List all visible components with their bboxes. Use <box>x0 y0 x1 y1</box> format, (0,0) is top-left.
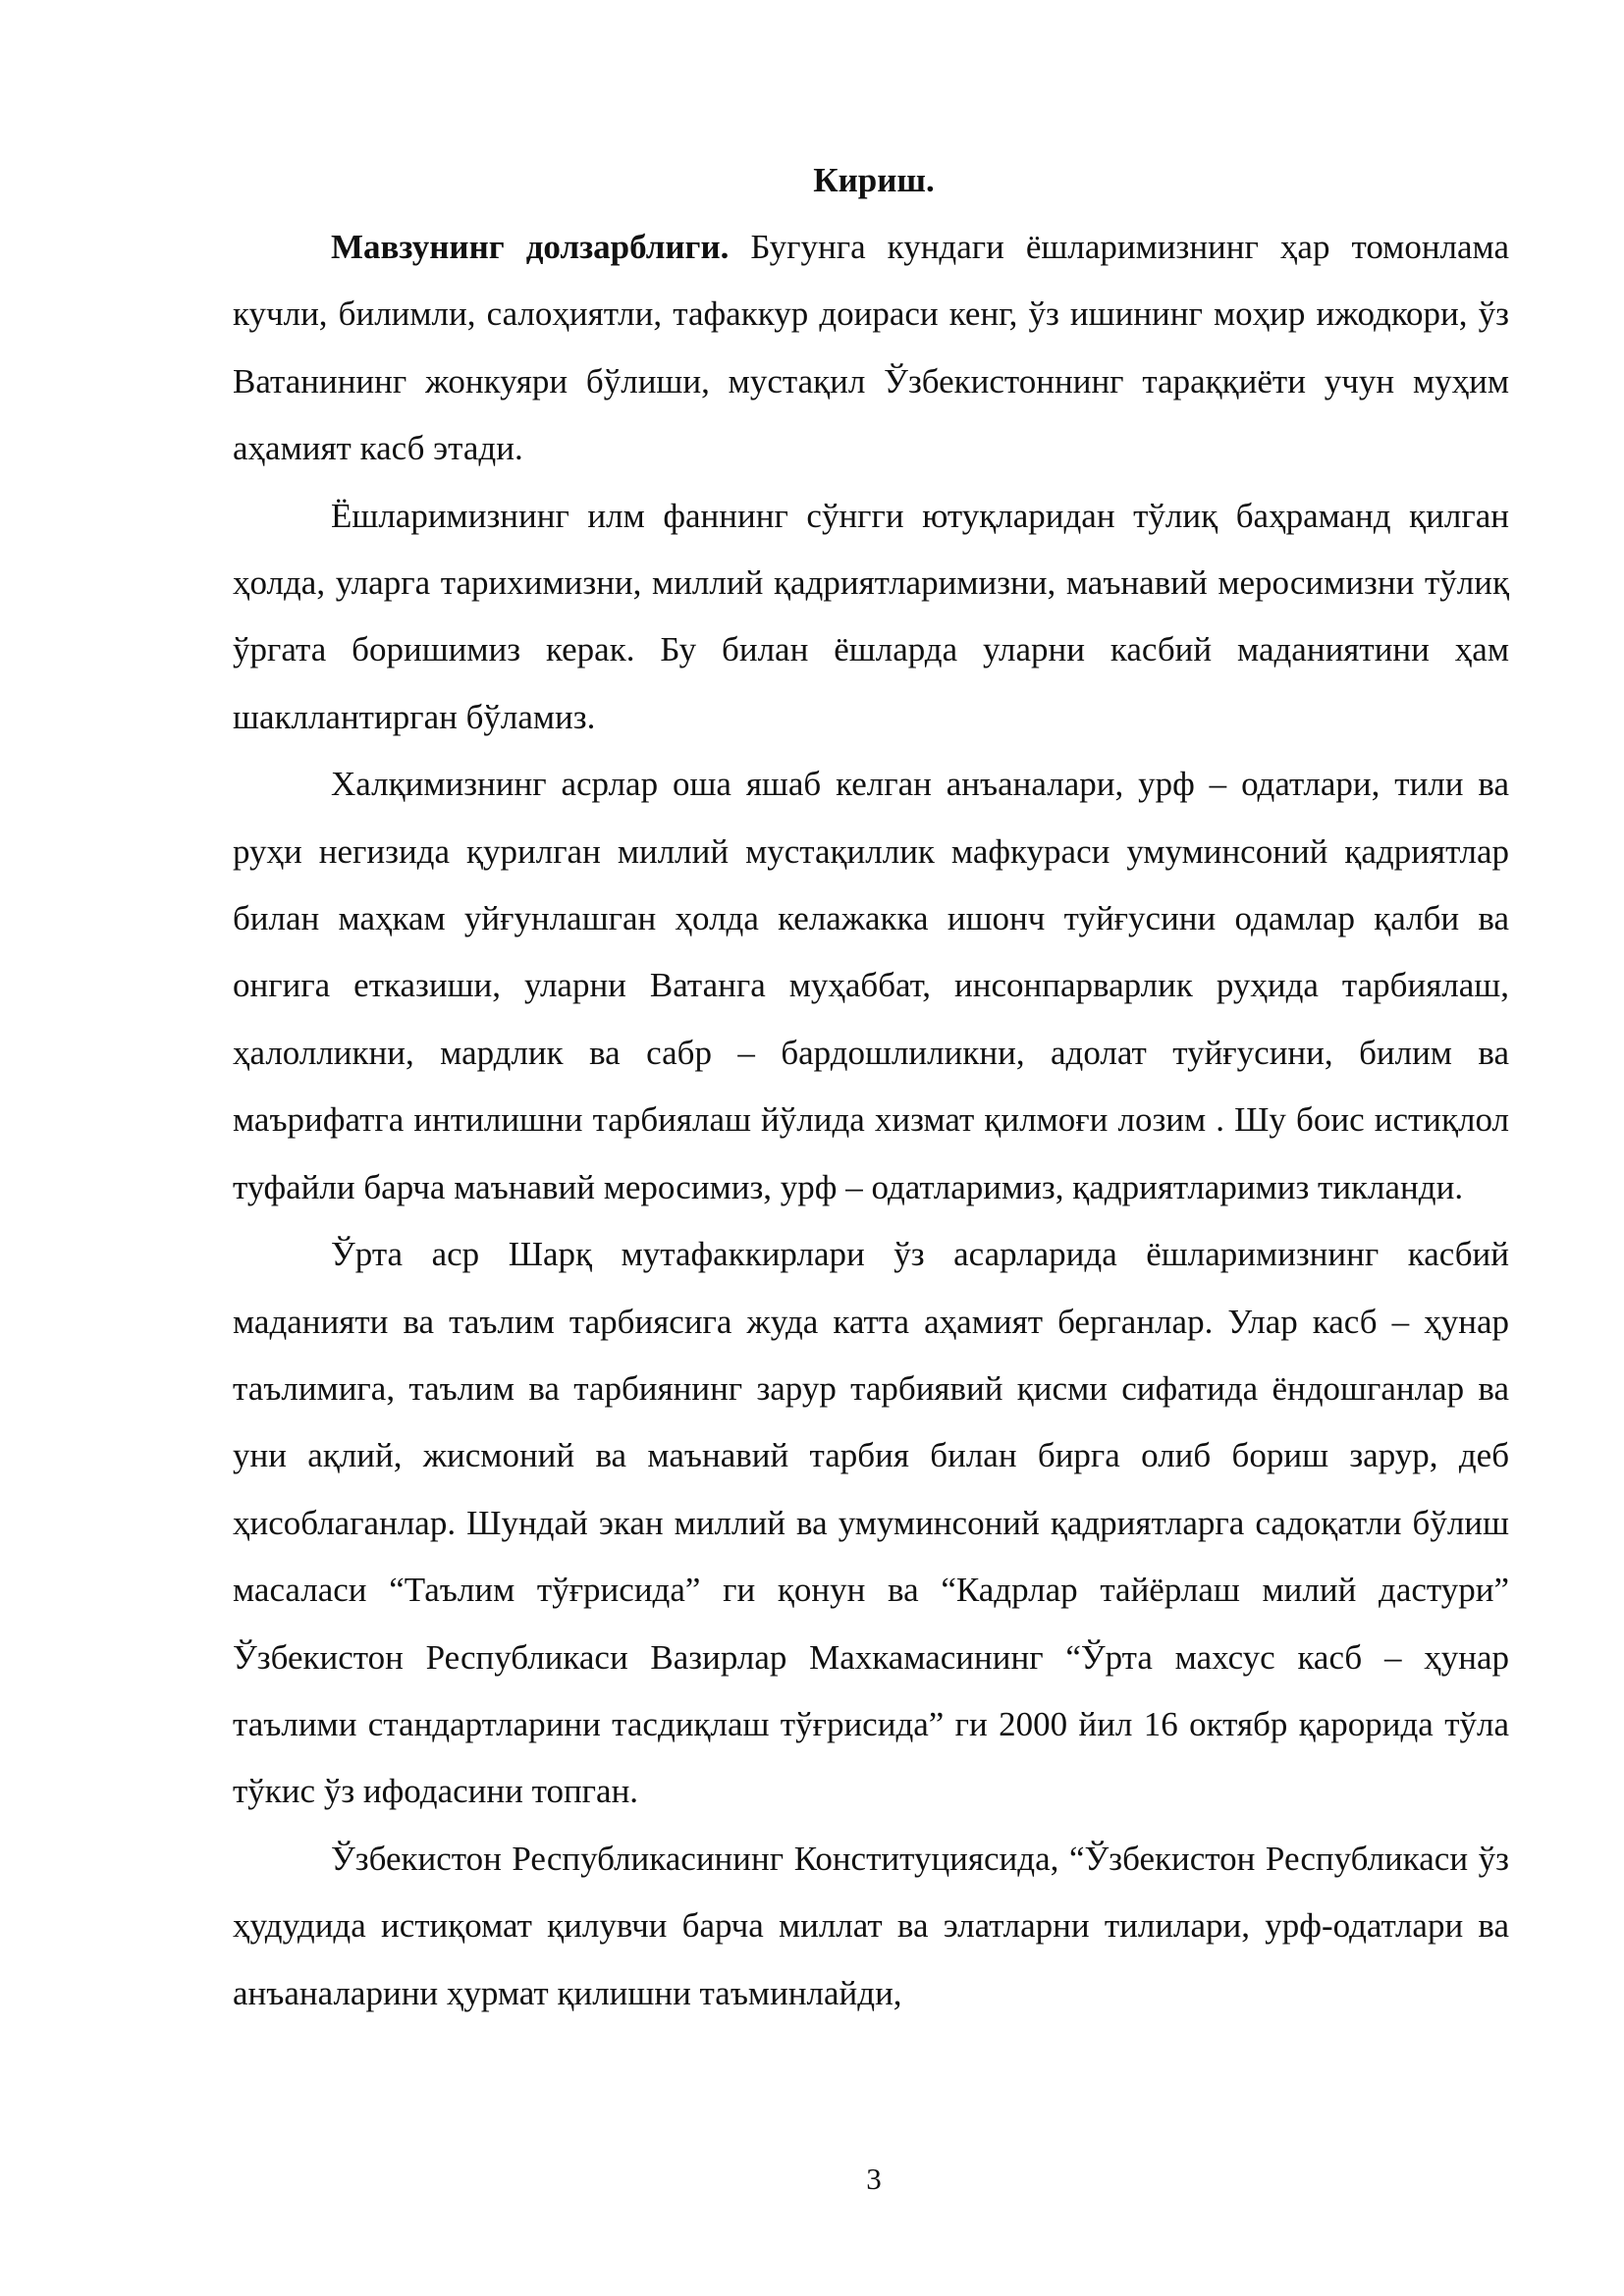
paragraph-constitution: Ўзбекистон Республикасининг Конституциясида, “Ўзбекистон Республикаси ўз ҳудудида истиқомат қилувчи барча миллат ва элатларни тилилари, урф-одатлари ва анъаналарини ҳурмат қилишни таъминлайди, <box>233 1839 1509 2012</box>
paragraph-relevance <box>233 214 1509 483</box>
paragraph-traditions: Халқимизнинг асрлар оша яшаб келган анъаналари, урф – одатлари, тили ва руҳи негизида қурилган миллий мустақиллик мафкураси умуминсоний қадриятлар билан маҳкам уйғунлашган ҳолда келажакка ишонч туйғусини одамлар қалби ва онгига етказиши, уларни Ватанга муҳаббат, инсонпарварлик руҳида тарбиялаш, ҳалолликни, мардлик ва сабр – бардошлиликни, адолат туйғусини, билим ва маърифатга интилишни тарбиялаш йўлида хизмат қилмоғи лозим . Шу боис истиқлол туфайли барча маънавий меросимиз, урф – одатларимиз, қадриятларимиз тикланди. <box>233 765 1509 1206</box>
page-heading: Кириш. <box>813 161 935 199</box>
paragraph-text: Бугунга кундаги ёшларимизнинг ҳар томонлама кучли, билимли, салоҳиятли, тафаккур доираси кенг, ўз ишининг моҳир ижодкори, ўз Ватанининг жонкуяри бўлиши, мустақил Ўзбекистоннинг тараққиёти учун муҳим аҳамият касб этади. <box>233 228 1509 468</box>
paragraph-thinkers: Ўрта аср Шарқ мутафаккирлари ўз асарларида ёшларимизнинг касбий маданияти ва таълим тарбиясига жуда катта аҳамият берганлар. Улар касб – ҳунар таълимига, таълим ва тарбиянинг зарур тарбиявий қисми сифатида ёндошганлар ва уни ақлий, жисмоний ва маънавий тарбия билан бирга олиб бориш зарур, деб ҳисоблаганлар. Шундай экан миллий ва умуминсоний қадриятларга садоқатли бўлиш масаласи “Таълим тўғрисида” ги қонун ва “Кадрлар тайёрлаш милий дастури” Ўзбекистон Республикаси Вазирлар Махкамасининг “Ўрта махсус касб – ҳунар таълими стандартларини тасдиқлаш тўғрисида” ги 2000 йил 16 октябр қарорида тўла тўкис ўз ифодасини топган. <box>233 1235 1509 1811</box>
paragraph-science: Ёшларимизнинг илм фаннинг сўнгги ютуқларидан тўлиқ баҳраманд қилган ҳолда, уларга тарихимизни, миллий қадриятларимизни, маънавий меросимизни тўлиқ ўргата боришимиз керак. Бу билан ёшларда уларни касбий маданиятини ҳам шакллантирган бўламиз. <box>233 496 1509 736</box>
paragraph-lead: Мавзунинг долзарблиги. <box>331 228 730 266</box>
document-body <box>233 214 1509 2027</box>
page-number: 3 <box>866 2162 882 2196</box>
